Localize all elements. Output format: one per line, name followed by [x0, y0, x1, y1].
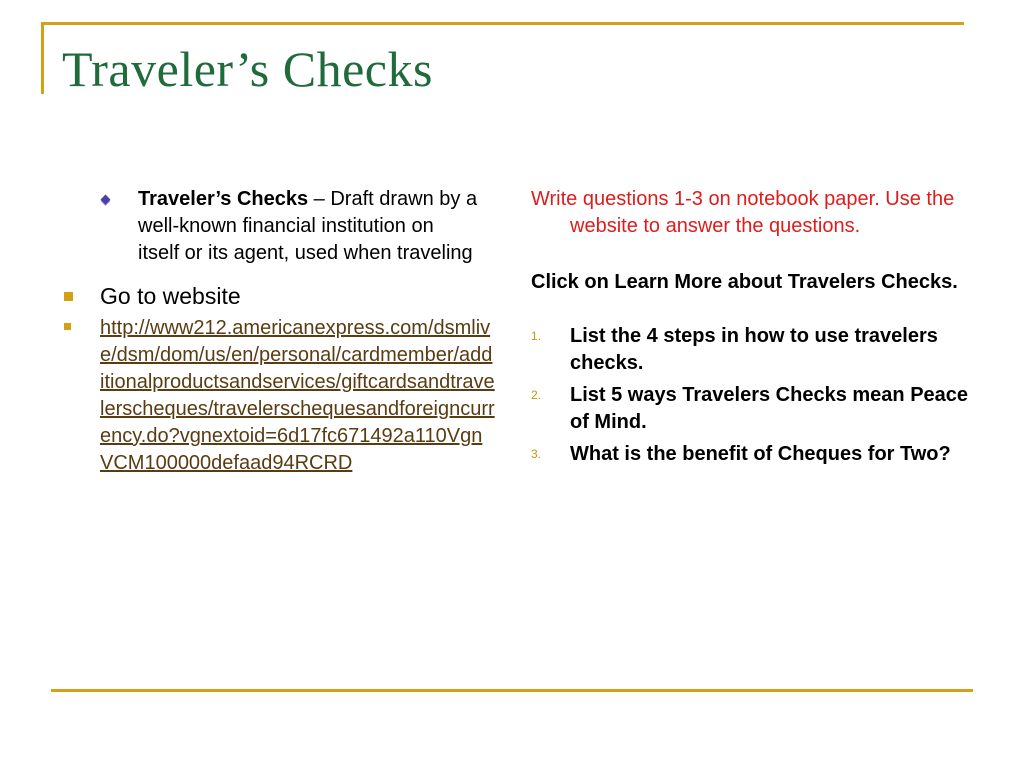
bottom-rule [51, 689, 973, 692]
square-bullet-icon [64, 292, 73, 301]
question-number: 1. [531, 329, 542, 343]
left-column [60, 186, 500, 477]
title-vertical-rule [41, 22, 44, 94]
title-top-rule [41, 22, 964, 25]
question-text: What is the benefit of Cheques for Two? [570, 443, 951, 465]
go-to-website-item [60, 281, 500, 311]
diamond-bullet-icon [101, 195, 111, 205]
question-item-2 [531, 382, 971, 436]
questions-list [531, 323, 971, 468]
instruction-text: Write questions 1-3 on notebook paper. Use the website to answer the questions. [531, 188, 955, 237]
question-number: 3. [531, 447, 542, 461]
definition-term: Traveler’s Checks [138, 188, 309, 210]
page-title: Traveler’s Checks [62, 41, 433, 97]
question-number: 2. [531, 388, 542, 402]
definition-item [60, 186, 478, 267]
question-text: List 5 ways Travelers Checks mean Peace of Mind. [570, 384, 969, 433]
amex-website-link[interactable]: http://www212.americanexpress.com/dsmlive/dsm/dom/us/en/personal/cardmember/additionalproductsandservices/giftcardsandtravelerscheques/travelerschequesandforeigncurrency.do?vgnextoid=6d17fc671492a110VgnVCM100000defaad94RCRD [100, 317, 495, 474]
url-item [60, 315, 500, 477]
question-item-1 [531, 323, 971, 377]
square-bullet-icon [64, 323, 71, 330]
question-item-3 [531, 441, 971, 468]
right-column [531, 186, 971, 473]
go-to-website-label: Go to website [100, 283, 241, 309]
question-text: List the 4 steps in how to use travelers checks. [570, 325, 938, 374]
click-note: Click on Learn More about Travelers Checks. [531, 271, 958, 293]
definition-text: – Draft drawn by a well-known financial institution on itself or its agent, used when traveling [138, 188, 478, 264]
